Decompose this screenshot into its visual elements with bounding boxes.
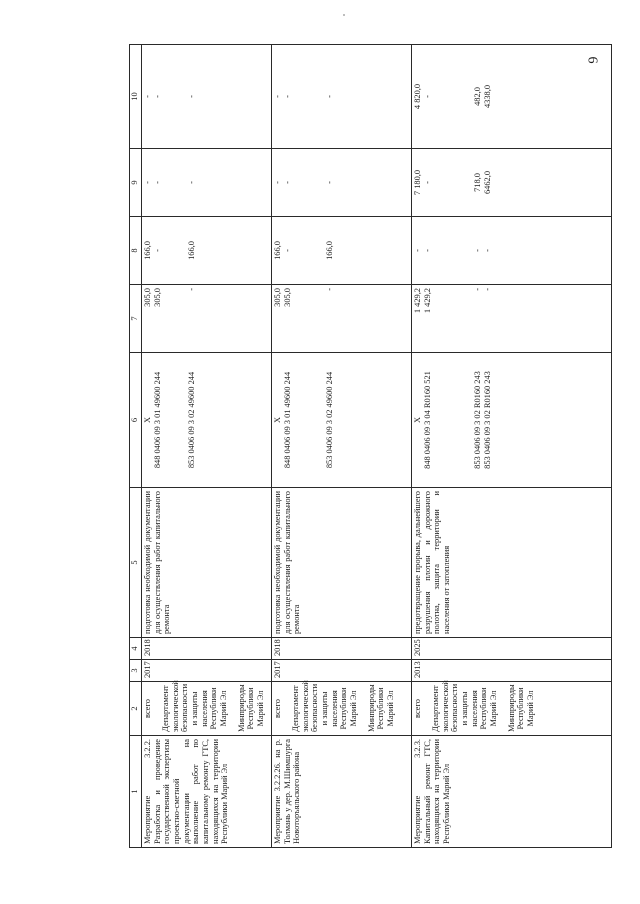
amount-col8	[412, 217, 612, 285]
column-number-row	[130, 45, 142, 848]
amount-col9	[272, 149, 412, 217]
amount: -	[283, 249, 292, 252]
amount-col10	[412, 45, 612, 149]
scan-artifact	[343, 14, 345, 16]
amount: -	[483, 249, 492, 252]
executor-cell	[412, 682, 612, 736]
amount: -	[273, 181, 282, 184]
executor-department: Департамент экологической безопасности и защиты населения Республики Марий Эл	[291, 680, 358, 732]
amount: -	[483, 288, 492, 291]
executor-department: Департамент экологической безопасности и защиты населения Республики Марий Эл	[431, 680, 498, 732]
amount: -	[187, 181, 196, 184]
executor-ministry: Минприроды Республики Марий Эл	[506, 684, 535, 732]
amount-col9	[412, 149, 612, 217]
expected-result: подготовка необходимой документации для осуществления работ капитального ремонта	[142, 488, 272, 638]
executor-total: всего	[143, 699, 152, 718]
amount: 1 429,2	[413, 288, 422, 314]
amount-col10	[272, 45, 412, 149]
page-number: 6	[584, 56, 600, 64]
amount: -	[153, 181, 162, 184]
amount: 7 180,0	[413, 169, 422, 196]
amount: -	[143, 95, 152, 98]
amount: -	[283, 181, 292, 184]
end-year: 2025	[412, 638, 612, 660]
budget-code: 853 0406 09 3 02 49600 244	[325, 371, 334, 469]
col-header: 3	[130, 660, 142, 682]
measure-name: Мероприятие 3.2.2. Разработка и проведение государственной экспертизы проектно-сметной документации на выполнение работ по капитальному ремонту ГТС, находящихся на территории Республики Марий Эл	[142, 736, 272, 848]
start-year: 2013	[412, 660, 612, 682]
amount: 166,0	[273, 241, 282, 260]
amount: -	[143, 181, 152, 184]
end-year: 2018	[142, 638, 272, 660]
amount: -	[413, 249, 422, 252]
amount: -	[423, 95, 432, 98]
amount: 718,0	[473, 173, 482, 192]
amount: -	[153, 249, 162, 252]
budget-code: 853 0406 09 3 02 R0160 243	[483, 371, 492, 469]
amount: -	[325, 95, 334, 98]
amount: -	[423, 181, 432, 184]
amount: 166,0	[187, 241, 196, 260]
amount-col7	[412, 285, 612, 353]
end-year: 2018	[272, 638, 412, 660]
amount: 482,0	[473, 87, 482, 106]
budget-code-total: Х	[413, 416, 422, 424]
amount: -	[473, 249, 482, 252]
budget-code-cell	[142, 353, 272, 488]
amount: -	[187, 288, 196, 291]
executor-total: всего	[273, 699, 282, 718]
amount-col8	[142, 217, 272, 285]
executor-cell	[272, 682, 412, 736]
table-row	[412, 45, 612, 848]
budget-code-cell	[272, 353, 412, 488]
budget-code: 853 0406 09 3 02 49600 244	[187, 371, 196, 469]
budget-code: 848 0406 09 3 01 49600 244	[153, 371, 162, 469]
col-header: 6	[130, 353, 142, 488]
amount: -	[423, 249, 432, 252]
amount: -	[473, 288, 482, 291]
start-year: 2017	[142, 660, 272, 682]
executor-ministry: Минприроды Республики Марий Эл	[236, 684, 265, 732]
amount: -	[283, 95, 292, 98]
budget-code-total: Х	[143, 416, 152, 424]
executor-total: всего	[413, 699, 422, 718]
program-table	[129, 44, 612, 848]
budget-code-cell	[412, 353, 612, 488]
amount: 305,0	[283, 288, 292, 307]
amount: 166,0	[325, 241, 334, 260]
amount-col8	[272, 217, 412, 285]
amount-col10	[142, 45, 272, 149]
amount: -	[153, 95, 162, 98]
start-year: 2017	[272, 660, 412, 682]
amount: 166,0	[143, 241, 152, 260]
measure-name: Мероприятие 3.2.2.26. на р. Толмань у дер. М.Шимшурга Новоторъяльского района	[272, 736, 412, 848]
amount: 1 429,2	[423, 288, 432, 314]
table-row	[142, 45, 272, 848]
executor-ministry: Минприроды Республики Марий Эл	[366, 684, 395, 732]
amount: 4 820,0	[413, 83, 422, 110]
col-header: 7	[130, 285, 142, 353]
amount: -	[325, 288, 334, 291]
amount: 305,0	[153, 288, 162, 307]
col-header: 1	[130, 736, 142, 848]
budget-code: 848 0406 09 3 04 R0160 521	[423, 371, 432, 469]
budget-code-total: Х	[273, 416, 282, 424]
col-header: 4	[130, 638, 142, 660]
col-header: 5	[130, 488, 142, 638]
amount: 305,0	[273, 288, 282, 307]
col-header: 2	[130, 682, 142, 736]
amount: -	[273, 95, 282, 98]
amount: 4338,0	[483, 84, 492, 109]
col-header: 8	[130, 217, 142, 285]
amount-col7	[142, 285, 272, 353]
budget-code: 848 0406 09 3 01 49600 244	[283, 371, 292, 469]
amount: -	[325, 181, 334, 184]
executor-department: Департамент экологической безопасности и защиты населения Республики Марий Эл	[161, 680, 228, 732]
amount: 305,0	[143, 288, 152, 307]
expected-result: подготовка необходимой документации для осуществления работ капитального ремонта	[272, 488, 412, 638]
budget-code: 853 0406 09 3 02 R0160 243	[473, 371, 482, 469]
table-row	[272, 45, 412, 848]
amount: 6462,0	[483, 170, 492, 195]
col-header: 9	[130, 149, 142, 217]
col-header: 10	[130, 45, 142, 149]
amount-col9	[142, 149, 272, 217]
amount: -	[187, 95, 196, 98]
executor-cell	[142, 682, 272, 736]
expected-result: предотвращение прорыва, дальнейшего разрушения плотин и дорожного полотна, защита территории и населения от затопления	[412, 488, 612, 638]
amount-col7	[272, 285, 412, 353]
measure-name: Мероприятие 3.2.3. Капитальный ремонт ГТС, находящихся на территории Республики Марий Эл	[412, 736, 612, 848]
